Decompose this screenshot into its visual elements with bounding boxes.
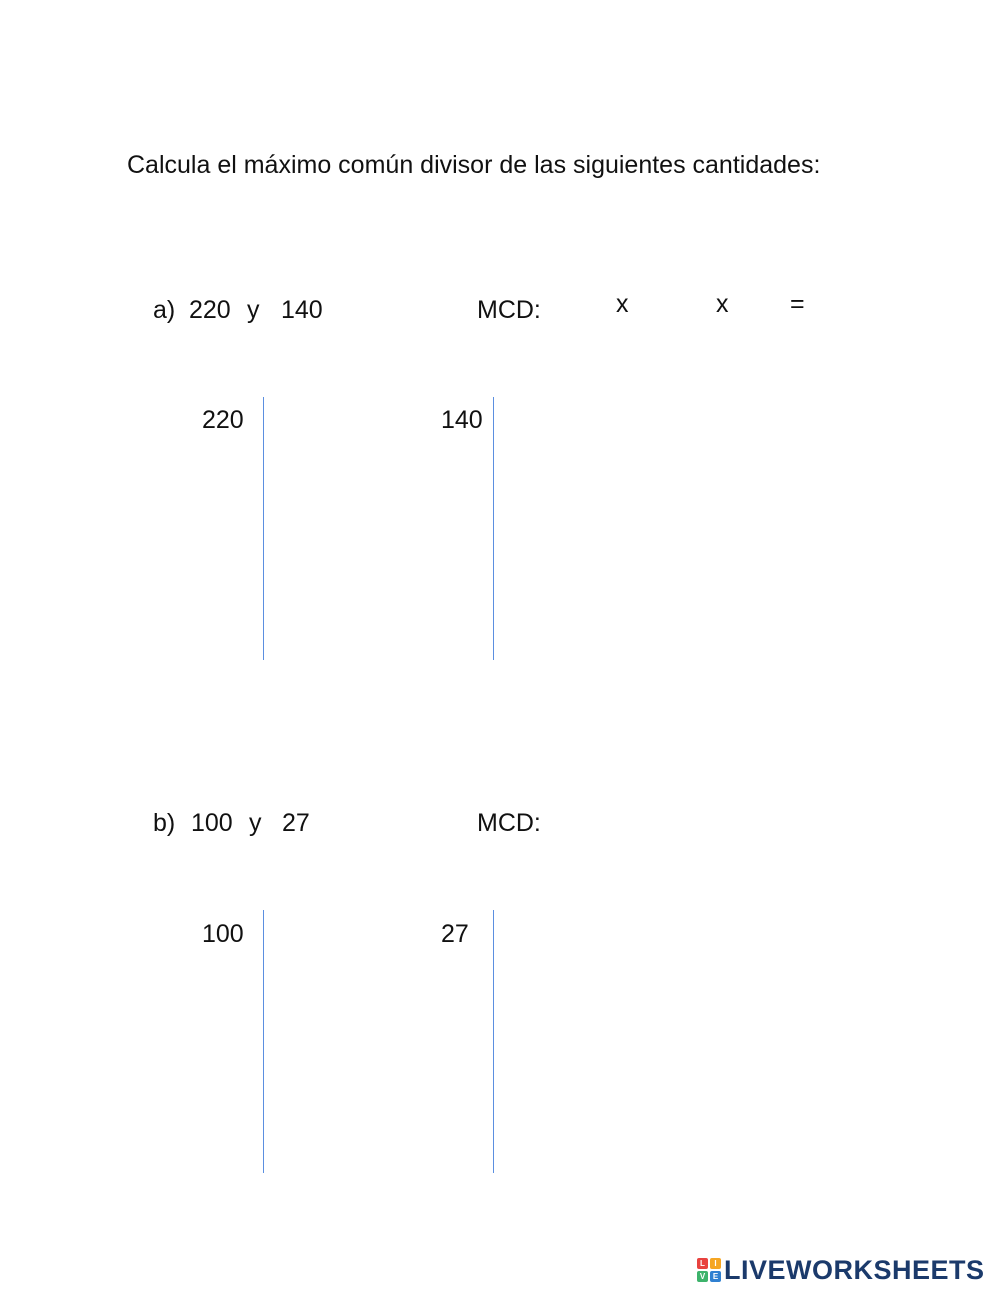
logo-block: I — [710, 1258, 721, 1269]
logo-block: V — [697, 1271, 708, 1282]
division-number: 220 — [202, 406, 244, 434]
second-number: 27 — [282, 809, 310, 837]
first-number: 220 — [189, 296, 231, 324]
division-number: 140 — [441, 406, 483, 434]
multiply-sign: x — [716, 290, 729, 318]
liveworksheets-logo — [697, 1255, 985, 1285]
division-line — [493, 397, 494, 660]
division-line — [493, 910, 494, 1173]
second-number: 140 — [281, 296, 323, 324]
problem-label: b) — [153, 809, 176, 837]
division-line — [263, 397, 264, 660]
logo-block: L — [697, 1258, 708, 1269]
division-line — [263, 910, 264, 1173]
multiply-sign: x — [616, 290, 629, 318]
conjunction: y — [249, 809, 262, 837]
mcd-label: MCD: — [477, 809, 541, 837]
division-number: 27 — [441, 920, 469, 948]
equals-sign: = — [790, 290, 805, 318]
logo-block: E — [710, 1271, 721, 1282]
logo-wordmark: LIVEWORKSHEETS — [724, 1255, 985, 1285]
instruction-text: Calcula el máximo común divisor de las siguientes cantidades: — [127, 151, 821, 179]
logo-blocks-icon — [697, 1258, 721, 1282]
division-number: 100 — [202, 920, 244, 948]
problem-label: a) — [153, 296, 176, 324]
mcd-label: MCD: — [477, 296, 541, 324]
conjunction: y — [247, 296, 260, 324]
first-number: 100 — [191, 809, 233, 837]
